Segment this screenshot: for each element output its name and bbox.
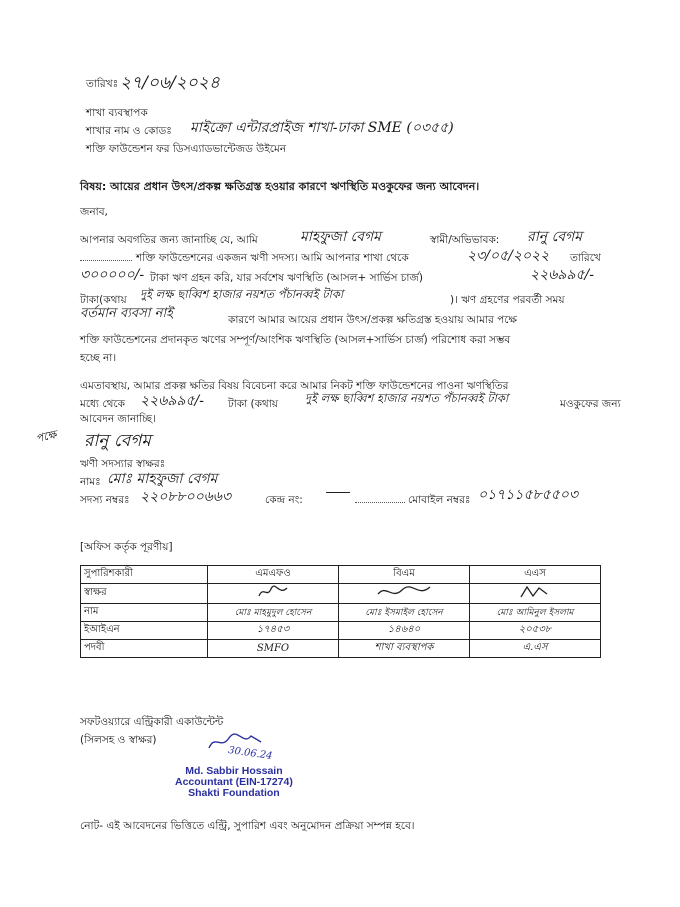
table-cell: মোঃ আমিনুল ইসলাম [470,604,601,622]
loan-date: ২৩/০৫/২০২২ [467,248,550,264]
waiver-amount-words: দুই লক্ষ ছাব্বিশ হাজার নয়শত পঁচানব্বই টাকা [305,391,509,405]
column-header: এমএফও [208,566,339,584]
proxy-mark: পক্ষে [34,428,58,446]
para1-text10: হচ্ছে না। [80,352,117,364]
column-header: এএস [470,566,601,584]
signature-bm [339,584,470,604]
para1-text3: শক্তি ফাউন্ডেশনের একজন ঋণী সদস্য। আমি আপনার শাখা থেকে [136,252,409,264]
member-name: মোঃ মাহফুজা বেগম [107,471,218,487]
para2-text1: এমতাবস্থায়, আমার প্রকল্প ক্ষতির বিষয় বিবেচনা করে আমার নিকট শক্তি ফাউন্ডেশনের পাওনা ঋণস্থিতির [80,380,509,392]
table-row [81,584,601,604]
subject: বিষয়: আয়ের প্রধান উৎস/প্রকল্প ক্ষতিগ্রস্ত হওয়ার কারণে ঋণস্থিতি মওকুফের জন্য আবেদন। [80,180,480,193]
para2-text2: মধ্যে থেকে [80,398,125,410]
table-cell: ২০৫৩৮ [470,622,601,640]
center-dash [326,492,350,493]
date-label: তারিখঃ [86,78,119,90]
table-row [81,604,601,622]
center-label: কেন্দ্র নং: [265,494,303,506]
balance-in-words: দুই লক্ষ ছাব্বিশ হাজার নয়শত পঁচানব্বই টাকা [140,287,344,301]
accountant-line2: (সিলসহ ও স্বাক্ষর) [80,734,157,746]
row-label: ইআইএন [81,622,208,640]
addressee-line1: শাখা ব্যবস্থাপক [86,107,148,119]
para1-text1: আপনার অবগতির জন্য জানাচ্ছি যে, আমি [80,234,258,246]
para2-text4: মওকুফের জন্য [560,398,621,410]
para1-text2: স্বামী/অভিভাবক: [430,234,500,246]
footer-note: নোট- এই আবেদনের ভিত্তিতে এন্ট্রি, সুপারিশ এবং অনুমোদন প্রক্রিয়া সম্পন্ন হবে। [80,820,415,832]
applicant-name: মাহফুজা বেগম [300,229,381,245]
stamp-name: Md. Sabbir Hossain [185,765,283,777]
signature-scribble [515,584,555,600]
table-cell: ১৪৬৪০ [339,622,470,640]
office-heading: [অফিস কর্তৃক পূরণীয়] [80,541,173,553]
table-cell: SMFO [208,640,339,658]
addressee-code-label: শাখার নাম ও কোডঃ [86,125,172,137]
para1-text7: )। ঋণ গ্রহণের পরবর্তী সময় [450,294,565,306]
member-signature: রানু বেগম [84,431,151,451]
guardian-name: রানু বেগম [527,229,582,245]
accountant-stamp [175,766,293,799]
para1-text8: কারণে আমার আয়ের প্রধান উৎস/প্রকল্প ক্ষতিগ্রস্ত হওয়ায় আমার পক্ষে [228,314,517,326]
para1-text6: টাকা(কথায় [80,294,127,306]
para2-text5: আবেদন জানাচ্ছি। [80,413,156,425]
para2-text3: টাকা (কথায় [228,398,278,410]
para1-text9: শক্তি ফাউন্ডেশনের প্রদানকৃত ঋণের সম্পূর্ণ/আংশিক ঋণস্থিতি (আসল+সার্ভিস চার্জ) পরিশোধ করা সম্ভব [80,334,511,346]
addressee-line3: শক্তি ফাউন্ডেশন ফর ডিসএ্যাডভান্টেজড উইমেন [86,143,287,155]
table-cell: মোঃ মাহমুদুল হোসেন [208,604,339,622]
accountant-signature-date: 30.06.24 [227,744,274,763]
table-cell: ১৭৪৫৩ [208,622,339,640]
center-dots [355,494,405,507]
mobile-label: মোবাইল নম্বরঃ [408,494,471,506]
member-number-label: সদস্য নম্বরঃ [80,494,130,506]
row-label: নাম [81,604,208,622]
para1-text4: তারিখে [570,252,601,264]
row-label: স্বাক্ষর [81,584,208,604]
loss-reason: বর্তমান ব্যবসা নাই [80,306,173,321]
waiver-amount: ২২৬৯৯৫/- [140,393,205,409]
table-cell: শাখা ব্যবস্থাপক [339,640,470,658]
signature-scribble [253,584,293,600]
loan-balance: ২২৬৯৯৫/- [530,267,595,283]
signature-mfo [208,584,339,604]
date-value: ২৭/০৬/২০২৪ [120,73,220,93]
para1-text5: টাকা ঋণ গ্রহন করি, যার সর্বশেষ ঋণস্থিতি (আসল+ সার্ভিস চার্জ) [150,272,423,284]
signature-scribble [374,584,434,600]
stamp-org: Shakti Foundation [188,787,280,799]
table-cell: এ.এস [470,640,601,658]
mobile-number: ০১৭১১৫৮৫৫০৩ [478,487,579,503]
stamp-title: Accountant (EIN-17274) [175,776,293,788]
column-header: সুপারিশকারী [81,566,208,584]
recommendation-table [80,565,601,658]
loan-amount: ৩০০০০০/- [80,267,145,283]
signature-label: ঋণী সদস্যার স্বাক্ষরঃ [80,458,166,470]
row-label: পদবী [81,640,208,658]
table-header-row [81,566,601,584]
member-number: ২২০৮৮০০৬৬৩ [140,489,231,505]
column-header: বিএম [339,566,470,584]
table-row [81,622,601,640]
salutation: জনাব, [80,206,108,218]
table-row [81,640,601,658]
branch-name-value: মাইক্রো এন্টারপ্রাইজ শাখা-ঢাকা SME (০৩৫৫) [190,120,454,136]
table-cell: মোঃ ইসমাইল হোসেন [339,604,470,622]
accountant-line1: সফটওয়্যারে এন্ট্রিকারী একাউন্টেন্ট [80,716,224,728]
name-label: নামঃ [80,476,101,488]
signature-as [470,584,601,604]
